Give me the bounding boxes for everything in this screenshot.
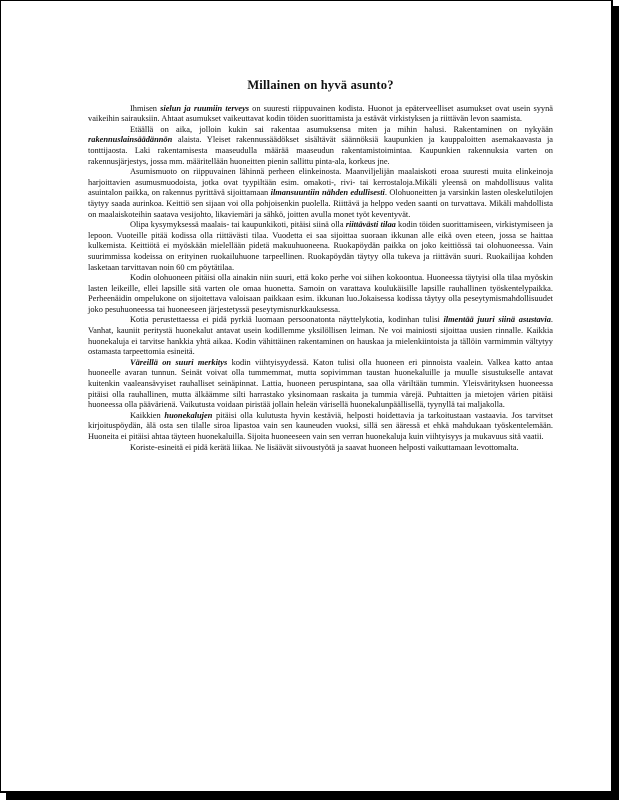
document-title: Millainen on hyvä asunto? [247,78,394,92]
paragraph [88,411,553,443]
paragraph [88,220,553,273]
paragraph-text: kodin töiden suorittamiseen, virkistymiseen ja lepoon. Vuoteille pitää kodissa olla riittävästi tilaa. Vuodetta ei saa sijoittaa suoraan ikkunan alle eikä oven eteen, jossa se haittaa kulkemista. Keittiötä ei myöskään mielellään pidetä makuuhuoneena. Ruokapöydän paikka on joko keittiössä tai olohuoneessa. Vain suurimmissa kodeissa on erityinen ruokailuhuone tarpeellinen. Ruokapöydän täytyy olla tukeva ja riittävän suuri. Ruokailijaa kohden lasketaan tarvittavan noin 60 cm pöytätilaa. [88,220,553,272]
paragraph [88,125,553,167]
paragraph-text: Etäällä on aika, jolloin kukin sai rakentaa asumuksensa miten ja mihin halusi. Rakentaminen on nykyään [130,124,553,134]
paragraph-container [88,104,553,454]
paragraph [88,273,553,315]
paragraph-text: kodin viihtyisyydessä. Katon tulisi olla huoneen eri pinnoista vaalein. Valkea katto antaa huoneelle avaran tunnun. Seinät voivat olla tummemmat, mutta sopivimman taustan huonekaluille ja muulle sisustukselle antavat kuitenkin vaaleansävyiset rauhalliset seinäpinnat. Lattia, huoneen peruspintana, saa olla väriltään tummin. Yleisvärityksen huoneessa pitäisi olla rauhallinen, mutta älkäämme silti harrastako yksinomaan raskaita ja tummia värejä. Puhtaitten ja mietojen värien pitäisi huoneessa olla päävärienä. Vaikutusta voidaan piristää jollain heleän värisellä huonekalunpäällisellä, tyynyllä tai maljakolla. [88,357,554,410]
emphasis-text: ilmentää juuri siinä asustavia [443,315,551,325]
paragraph [88,167,553,220]
paragraph-text: Olipa kysymyksessä maalais- tai kaupunkikoti, pitäisi siinä olla [130,220,346,230]
paragraph [88,443,553,454]
paragraph-text: on suuresti riippuvainen kodista. Huonot ja epäterveelliset asumukset ovat usein syynä vaikeihin sairauksiin. Ahtaat asumukset vaikeuttavat kodin töiden suorittamista ja estävät virkistyksen ja riittävän levon saamista. [88,103,553,124]
emphasis-text: rakennuslainsäädännön [88,135,173,145]
paragraph-text: Kotia perustettaessa ei pidä pyrkiä luomaan persoonatonta näyttelykotia, kodinhan tulisi [130,315,444,325]
paragraph-text: Kaikkien [130,410,165,420]
document-body [88,80,553,453]
emphasis-text: Väreillä on suuri merkitys [130,357,228,367]
paragraph [88,104,553,125]
page-shadow-bottom [6,793,619,800]
emphasis-text: ilmansuuntiin nähden edullisesti [270,188,385,198]
paragraph-text: alaista. Yleiset rakennussäädökset sisältävät säännöksiä kaupunkien ja kauppaloitten asemakaavasta ja tonttijaosta. Laki rakentamisesta maaseudulla määrää maaseudun rakentamistoimintaa. Kaupunkien rakennuksia varten on rakennusjärjestys, jossa mm. määritellään huoneitten pienin sallittu pinta-ala, korkeus jne. [88,135,553,166]
paragraph-text: Kodin olohuoneen pitäisi olla ainakin niin suuri, että koko perhe voi siihen kokoontua. Huoneessa täytyisi olla tilaa myöskin lasten leikeille, ellei lapsille sitä varten ole omaa huonetta. Samoin on varattava koulukäisille lapsille rauhallinen työskentelypaikka. Perheenäidin ompelukone on sijoitettava valoisaan paikkaan esim. ikkunan luo.Jokaisessa kodissa täytyy olla peseytymismahdollisuudet joko pesuhuoneessa tai huoneeseen järjestetyssä peseytymisnurkkauksessa. [88,273,553,314]
paragraph-text: Ihmisen [130,103,161,113]
paragraph-text: Asumismuoto on riippuvainen lähinnä perheen elinkeinosta. Maanviljelijän maalaiskoti eroaa suuresti muita elinkeinoja harjoittavien asumusmuodoista, jotka ovat tyypiltään esim. omakoti-, rivi- tai kerrostaloja.Mikäli yleensä on mahdollisuus valita asuintalon paikka, on rakennus pyrittävä sijoittamaan [88,167,553,198]
page-shadow-right [613,6,619,800]
paragraph [88,315,553,357]
emphasis-text: riittävästi tilaa [345,220,396,230]
emphasis-text: huonekalujen [164,410,213,420]
paragraph [88,358,553,411]
paragraph-text: . Vanhat, kauniit peritystä huonekalut antavat usein kodillemme yksilöllisen leiman. Ne voi mainiosti sijoittaa uusien rinnalle. Kaikkia huonekaluja ei tarvitse hankkia yhtä aikaa. Kodin vähittäinen rakentaminen on hauskaa ja mielenkiintoista ja tällöin varmimmin vältytyy ostamasta tarpeettomia esineitä. [88,315,554,357]
emphasis-text: sielun ja ruumiin terveys [160,103,250,113]
paragraph-text: Koriste-esineitä ei pidä kerätä liikaa. Ne lisäävät siivoustyötä ja saavat huoneen helposti vaikuttamaan levottomalta. [130,442,519,452]
paragraph-text: pitäisi olla kulutusta hyvin kestäviä, helposti hoidettavia ja tarkoitustaan vastaavia. Jos tarvitset kirjoituspöydän, älä osta sen tilalle siroa lipastoa vain sen kauneuden vuoksi, sillä sen ääressä et ehkä mahdukaan työskentelemään. Huoneita ei pitäisi ahtaa täyteen huonekaluilla. Sijoita huoneeseen vain sen verran huonekaluja kuin viihtyisyys ja mukavuus sitä vaatii. [88,410,554,441]
paragraph-text: . Olohuoneitten ja varsinkin lasten oleskelutilojen täytyy saada aurinkoa. Keittiö sen sijaan voi olla pohjoisenkin puolella. Riittävä ja helppo veden saanti on turvattava. Mikäli mahdollista on maalaiskoteihin saatava vesijohto, likaviemäri ja sähkö, joitten avulla monet työt keventyvät. [88,188,553,219]
